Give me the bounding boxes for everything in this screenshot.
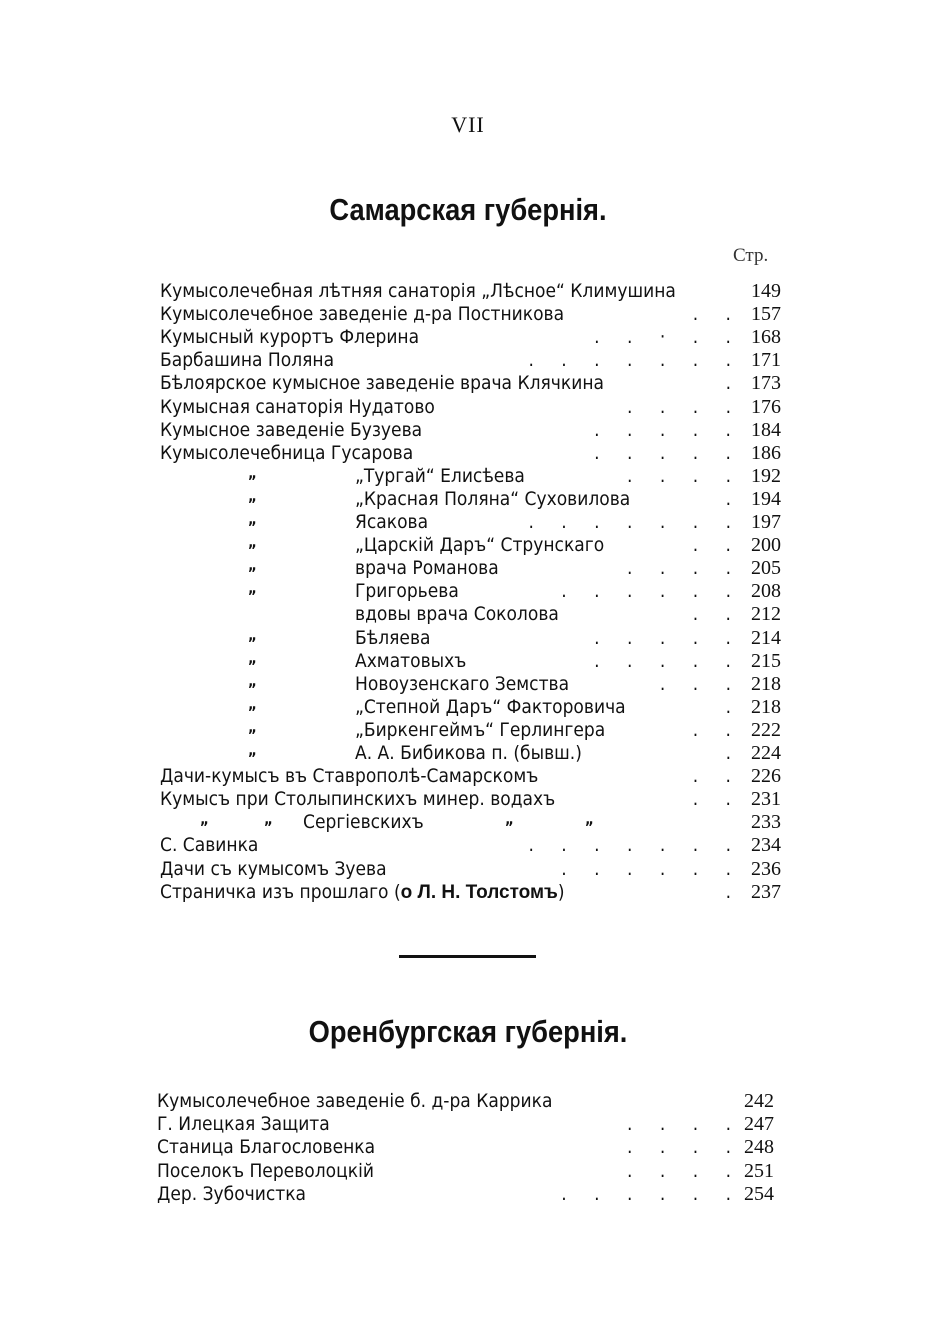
entry-title: С. Савинка [160,834,259,857]
page-number: VII [451,112,485,137]
page-number-ref: 231 [751,788,781,811]
entry-title: Барбашина Поляна [160,349,335,372]
page-number-ref: 248 [744,1136,774,1159]
toc-entry [0,442,936,465]
entry-title: „Тургай“ Елисѣева [355,464,525,487]
page-column-label: Стр. [733,245,769,266]
ditto-mark: „ [264,810,273,829]
ditto-mark: „ [505,810,514,829]
page-number-ref: 157 [751,303,781,326]
page-number-ref: 237 [751,880,781,903]
entry-title: Ахматовыхъ [355,649,467,672]
toc-entry [0,811,936,834]
toc-entry [0,372,936,395]
entry-title: „Степной Даръ“ Факторовича [355,695,626,718]
dot-leader: . [725,742,731,764]
entry-title: Сергіевскихъ [303,811,424,834]
toc-entry [0,1090,936,1113]
entry-title: Кумысная санаторія Нудатово [160,395,435,418]
page-number-ref: 233 [751,811,781,834]
dot-leader: . [725,695,731,718]
page-number-ref: 222 [751,718,781,741]
toc-entry [0,650,936,673]
toc-entry [0,1136,936,1159]
dot-leader: . . . . [627,557,731,580]
dot-leader: . . [692,788,731,811]
dot-leader: . . . . [627,464,731,487]
page-number-ref: 234 [751,834,781,857]
entry-title: Ясакова [355,511,429,533]
page-number-ref: 200 [751,534,781,557]
entry-title: Кумысолечебница Гусарова [160,441,414,464]
toc-entry [0,1113,936,1136]
ditto-mark: „ [248,625,257,644]
dot-leader: . . . . . . . [528,834,731,857]
dot-leader: . . . . . . . [528,511,731,533]
page-number-ref: 184 [751,418,781,441]
entry-title: Кумысъ при Столыпинскихъ минер. водахъ [160,788,556,811]
page-number-ref: 214 [751,626,781,649]
toc-entry [0,603,936,626]
dot-leader: . . . . . . . [528,349,731,372]
toc-entry [0,396,936,419]
toc-entry [0,326,936,349]
dot-leader: . . . . [627,1113,731,1136]
toc-entry [0,673,936,696]
page-number-ref: 208 [751,580,781,603]
toc-entry [0,580,936,603]
samara-heading: Самарская губернія. [329,192,607,227]
page-number-ref: 212 [751,603,781,626]
dot-leader: . . . . . . [561,1182,731,1205]
page-number-ref: 242 [744,1090,774,1112]
toc-entry [0,742,936,765]
page-number-ref: 192 [751,464,781,487]
page-number-ref: 218 [751,672,781,695]
dot-leader: . . . . . . [561,857,731,880]
entry-title: Кумысное заведеніе Бузуева [160,418,423,441]
entry-title: Г. Илецкая Защита [157,1113,330,1136]
toc-entry [0,419,936,442]
entry-title: Дачи съ кумысомъ Зуева [160,857,387,880]
ditto-mark: „ [248,510,257,528]
dot-leader: . . . . . [594,649,731,672]
dot-leader: . . [692,603,731,626]
dot-leader: . . . . [627,1159,731,1182]
dot-leader: . . . . [627,395,731,418]
ditto-mark: „ [248,486,257,505]
page-number-ref: 254 [744,1182,774,1205]
entry-title: врача Романова [355,557,499,580]
page-number-ref: 194 [751,487,781,510]
page-number-ref: 186 [751,441,781,464]
toc-entry [0,881,936,904]
toc-entry [0,1160,936,1183]
toc-entry [0,858,936,881]
toc-entry [0,511,936,534]
entry-title: Григорьева [355,580,459,603]
entry-title: Бѣлоярское кумысное заведеніе врача Клячкина [160,372,604,395]
dot-leader: . . [692,534,731,557]
toc-entry [0,557,936,580]
entry-title: Новоузенскаго Земства [355,672,570,695]
orenburg-heading: Оренбургская губернія. [308,1014,628,1049]
dot-leader: . . [692,718,731,741]
page-number-ref: 149 [751,280,781,302]
toc-entry [0,465,936,488]
entry-title: „Красная Поляна“ Суховилова [355,487,631,510]
entry-title: Дачи-кумысъ въ Ставрополѣ-Самарскомъ [160,765,539,788]
ditto-mark: „ [248,533,257,552]
entry-title: Кумысолечебная лѣтняя санаторія „Лѣсное“ Климушина [160,280,676,302]
entry-title: Страничка изъ прошлаго (о Л. Н. Толстомъ) [160,880,565,903]
page-number-ref: 173 [751,372,781,395]
entry-title-tail: ) [557,880,565,903]
dot-leader: . . . . [627,1136,731,1159]
dot-leader: . [725,487,731,510]
entry-title: Поселокъ Переволоцкій [157,1159,374,1182]
ditto-mark: „ [248,579,257,598]
dot-leader: . . [692,765,731,788]
entry-title-bold: о Л. Н. Толстомъ [400,881,558,903]
dot-leader: . . · . . [594,326,731,349]
toc-entry [0,303,936,326]
entry-title: Кумысолечебное заведеніе б. д-ра Каррика [157,1090,553,1112]
entry-title: „Биркенгеймъ“ Герлингера [355,718,606,741]
page-number-ref: 236 [751,857,781,880]
dot-leader: . [725,880,731,903]
page-number-ref: 197 [751,511,781,533]
entry-title: Дер. Зубочистка [157,1182,307,1205]
toc-entry [0,719,936,742]
toc-entry [0,627,936,650]
page-number-ref: 218 [751,695,781,718]
entry-title: Кумысный курортъ Флерина [160,326,420,349]
toc-entry [0,534,936,557]
page-number-ref: 171 [751,349,781,372]
ditto-mark: „ [248,648,257,667]
dot-leader: . [725,372,731,395]
dot-leader: . . . . . [594,626,731,649]
dot-leader: . . . . . [594,418,731,441]
ditto-mark: „ [248,694,257,713]
toc-entry [0,488,936,511]
entry-title: Станица Благословенка [157,1136,376,1159]
page-number-ref: 215 [751,649,781,672]
toc-entry [0,280,936,303]
toc-entry [0,1183,936,1206]
page-number-ref: 205 [751,557,781,580]
ditto-mark: „ [585,810,594,829]
ditto-mark: „ [248,717,257,736]
entry-title: вдовы врача Соколова [355,603,559,626]
entry-title: „Царскій Даръ“ Струнскаго [355,534,605,557]
dot-leader: . . . . . [594,441,731,464]
ditto-mark: „ [248,671,257,690]
page-number-ref: 251 [744,1159,774,1182]
ditto-mark: „ [200,810,209,829]
entry-title: Кумысолечебное заведеніе д-ра Постникова [160,303,565,326]
page-number-ref: 168 [751,326,781,349]
entry-title: А. А. Бибикова п. (бывш.) [355,742,582,764]
page-number-ref: 176 [751,395,781,418]
toc-entry [0,765,936,788]
toc-entry [0,834,936,857]
dot-leader: . . . [659,672,731,695]
toc-entry [0,349,936,372]
entry-title: Бѣляева [355,626,431,649]
page-number-ref: 226 [751,765,781,788]
ditto-mark: „ [248,556,257,575]
toc-entry [0,788,936,811]
page-number-ref: 224 [751,742,781,764]
page-number-ref: 247 [744,1113,774,1136]
dot-leader: . . [692,303,731,326]
ditto-mark: „ [248,463,257,482]
section-divider [399,955,536,958]
toc-entry [0,696,936,719]
dot-leader: . . . . . . [561,580,731,603]
ditto-mark: „ [248,741,257,759]
